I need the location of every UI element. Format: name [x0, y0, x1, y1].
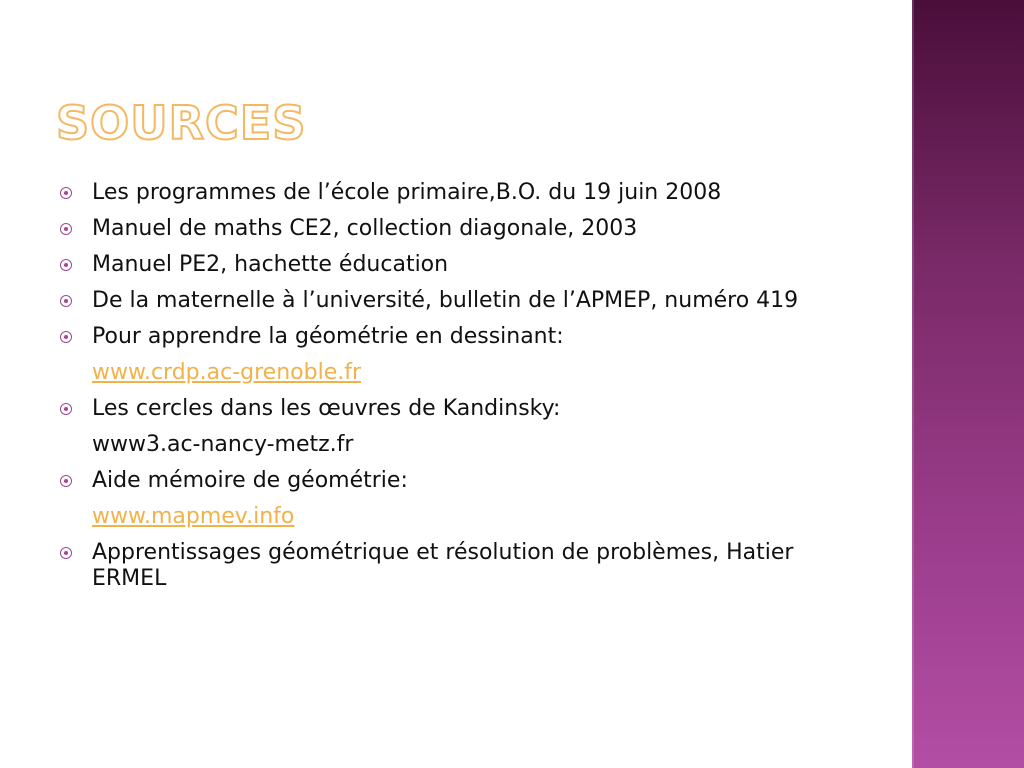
plain-url-line: [60, 432, 840, 458]
bullet-icon: [60, 475, 72, 487]
bullet-icon: [60, 187, 72, 199]
bullet-icon: [60, 331, 72, 343]
list-item: [60, 180, 840, 206]
list-item-text: Aide mémoire de géométrie:: [92, 468, 408, 493]
sources-list: [60, 180, 840, 602]
bullet-icon: [60, 403, 72, 415]
list-item-text: Apprentissages géométrique et résolution de problèmes, Hatier ERMEL: [92, 540, 794, 591]
list-item-text: Manuel de maths CE2, collection diagonale, 2003: [92, 216, 638, 241]
bullet-icon: [60, 259, 72, 271]
list-item-text: Pour apprendre la géométrie en dessinant:: [92, 324, 564, 349]
list-item: [60, 396, 840, 422]
list-item: [60, 252, 840, 278]
mapmev-link[interactable]: www.mapmev.info: [92, 504, 295, 529]
list-item-text: Les programmes de l’école primaire,B.O. du 19 juin 2008: [92, 180, 722, 205]
list-item: [60, 288, 840, 314]
list-item-text: De la maternelle à l’université, bulletin de l’APMEP, numéro 419: [92, 288, 799, 313]
link-line: [60, 360, 840, 386]
slide-title: SOURCES: [56, 96, 307, 150]
bullet-icon: [60, 295, 72, 307]
bullet-icon: [60, 547, 72, 559]
list-item-text: Les cercles dans les œuvres de Kandinsky:: [92, 396, 561, 421]
list-item-text: Manuel PE2, hachette éducation: [92, 252, 449, 277]
list-item: [60, 468, 840, 494]
list-item: [60, 540, 840, 592]
list-item: [60, 324, 840, 350]
list-item: [60, 216, 840, 242]
crdp-grenoble-link[interactable]: www.crdp.ac-grenoble.fr: [92, 360, 362, 385]
nancy-metz-url-text: www3.ac-nancy-metz.fr: [92, 432, 354, 457]
decorative-side-band: [912, 0, 1024, 768]
link-line: [60, 504, 840, 530]
side-band-edge: [912, 0, 914, 768]
bullet-icon: [60, 223, 72, 235]
